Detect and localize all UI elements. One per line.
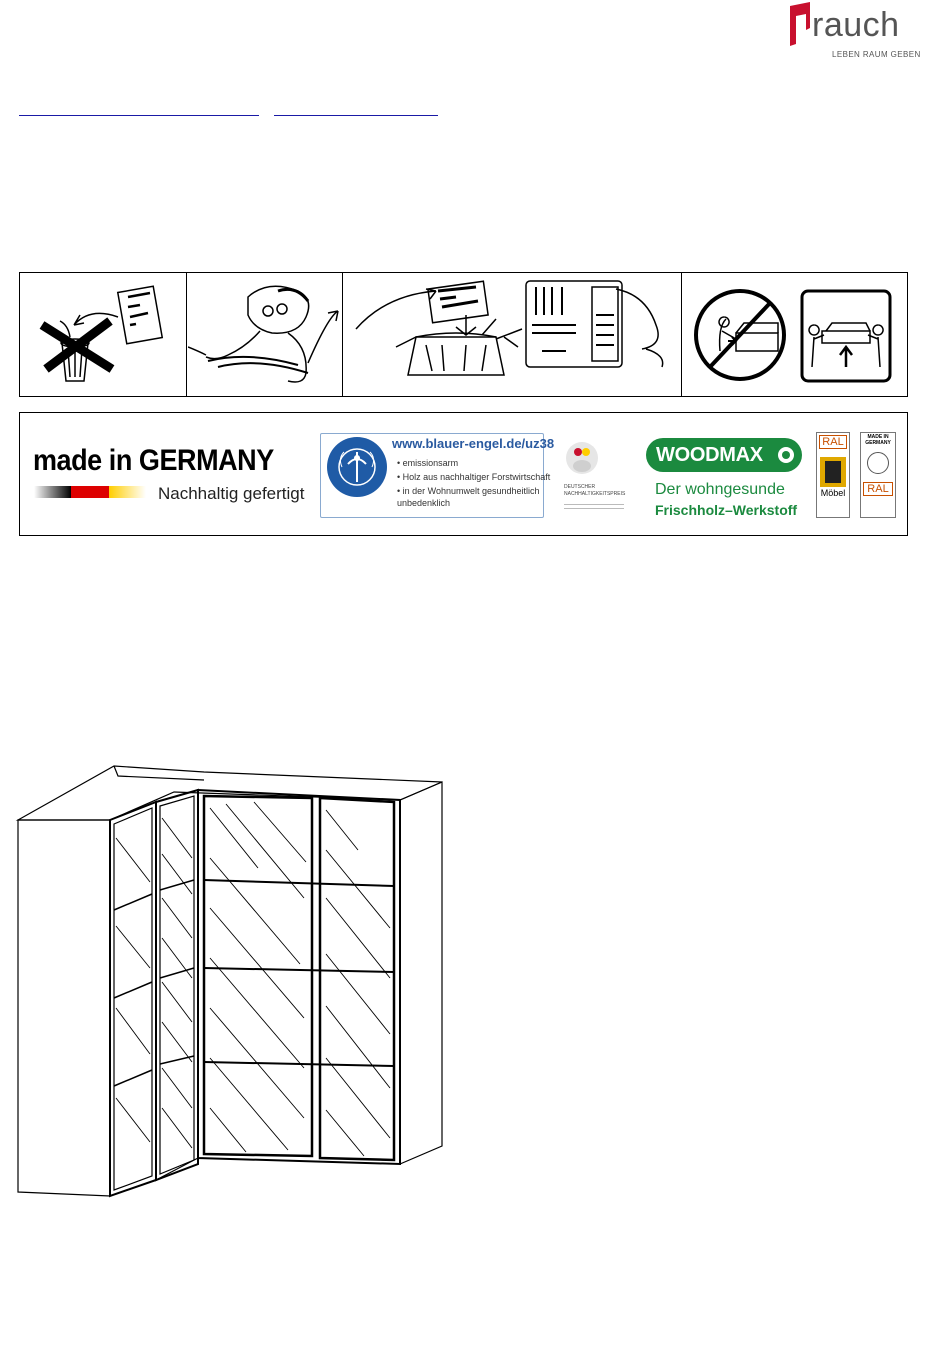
dnp-line-1: DEUTSCHER xyxy=(564,484,596,490)
woodmax-name: WOODMAX xyxy=(656,444,763,466)
handling-instructions-strip xyxy=(19,272,908,397)
blauer-engel-item: • in der Wohnumwelt gesundheitlich xyxy=(397,486,540,496)
do-not-drag-icon xyxy=(692,287,788,385)
no-trash-icon xyxy=(30,277,180,392)
blauer-engel-badge-icon xyxy=(326,436,388,498)
made-in-germany-title: made in GERMANY xyxy=(33,444,274,477)
rauch-logo xyxy=(788,2,921,60)
woodmax-dot-icon xyxy=(777,446,795,464)
lift-carry-icon xyxy=(798,287,894,385)
ral-made-in-label: MADE IN GERMANY xyxy=(865,434,891,446)
goldenes-m-icon xyxy=(820,457,846,487)
woodmax-line-1: Der wohngesunde xyxy=(655,481,785,498)
woodmax-line-2: Frischholz–Werkstoff xyxy=(655,502,798,518)
ral-moebel-badge xyxy=(816,432,850,518)
blank-link-line-1 xyxy=(19,115,259,116)
blauer-engel-item: unbedenklich xyxy=(397,498,451,508)
moebel-label: Möbel xyxy=(820,488,846,498)
ral-label: RAL xyxy=(819,435,847,449)
blank-link-line-2 xyxy=(274,115,438,116)
brand-name: rauch xyxy=(812,6,900,44)
made-in-germany-subtitle: Nachhaltig gefertigt xyxy=(158,484,305,503)
ral-label-2: RAL xyxy=(863,482,893,496)
brand-tagline: LEBEN RAUM GEBEN xyxy=(832,50,921,59)
person-unpacking-icon xyxy=(188,277,340,392)
ral-seal-icon xyxy=(867,452,889,474)
nachhaltigkeitspreis-badge xyxy=(560,436,630,518)
corner-wardrobe-drawing xyxy=(14,758,446,1200)
nachhaltigkeitspreis-icon xyxy=(560,436,630,482)
blauer-engel-item: • emissionsarm xyxy=(397,458,459,468)
blauer-engel-item: • Holz aus nachhaltiger Forstwirtschaft xyxy=(397,472,551,482)
germany-flag-stripe xyxy=(34,486,146,498)
recycle-packaging-icon xyxy=(346,275,676,393)
blauer-engel-url: www.blauer-engel.de/uz38 xyxy=(392,436,555,451)
ral-made-in-germany-badge xyxy=(860,432,896,518)
dnp-line-2: NACHHALTIGKEITSPREIS xyxy=(564,491,626,497)
